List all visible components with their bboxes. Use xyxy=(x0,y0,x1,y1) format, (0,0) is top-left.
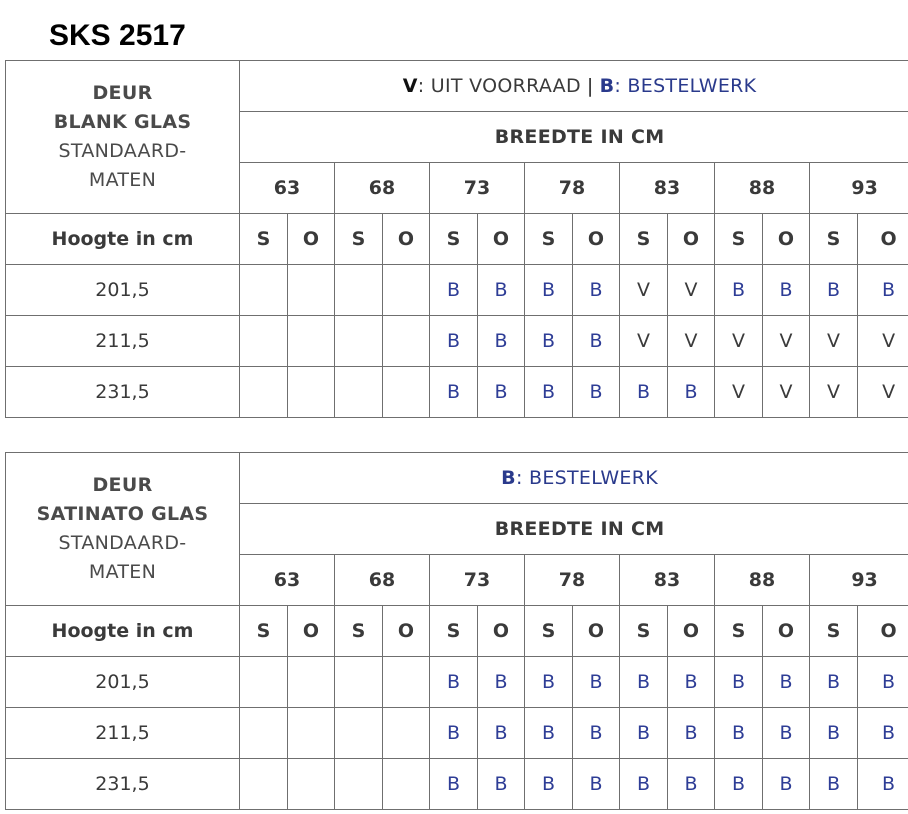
availability-cell: B xyxy=(858,759,908,810)
availability-cell xyxy=(240,657,288,708)
availability-cell xyxy=(288,657,335,708)
so-header: S xyxy=(715,606,763,657)
availability-cell: B xyxy=(763,759,810,810)
availability-cell: B xyxy=(810,265,858,316)
so-header: O xyxy=(573,214,620,265)
width-header: 68 xyxy=(335,163,430,214)
breedte-header: BREEDTE IN CM xyxy=(240,504,908,555)
so-header: O xyxy=(288,214,335,265)
availability-cell: V xyxy=(620,265,668,316)
availability-cell xyxy=(240,316,288,367)
table-row xyxy=(6,367,908,418)
so-header: S xyxy=(715,214,763,265)
availability-cell xyxy=(240,759,288,810)
availability-cell: B xyxy=(668,708,715,759)
corner-header xyxy=(6,453,240,606)
availability-cell: B xyxy=(763,708,810,759)
availability-cell: B xyxy=(525,316,573,367)
height-label: Hoogte in cm xyxy=(6,606,240,657)
availability-cell: B xyxy=(525,759,573,810)
so-header: S xyxy=(240,214,288,265)
legend-b-key: B xyxy=(599,75,615,97)
availability-cell: B xyxy=(525,367,573,418)
availability-cell: B xyxy=(573,316,620,367)
availability-cell: V xyxy=(668,265,715,316)
availability-cell: B xyxy=(478,265,525,316)
legend-row xyxy=(240,453,908,504)
width-header: 88 xyxy=(715,163,810,214)
availability-cell: B xyxy=(763,265,810,316)
availability-cell: B xyxy=(620,657,668,708)
so-header: S xyxy=(620,606,668,657)
availability-cell: B xyxy=(430,657,478,708)
width-header: 63 xyxy=(240,555,335,606)
availability-cell: V xyxy=(763,316,810,367)
availability-cell: B xyxy=(430,316,478,367)
availability-cell: B xyxy=(620,759,668,810)
legend-v-key: V xyxy=(402,75,418,97)
availability-cell xyxy=(240,367,288,418)
corner-line-2: SATINATO GLAS xyxy=(36,503,209,525)
availability-cell: B xyxy=(430,367,478,418)
width-header: 93 xyxy=(810,555,908,606)
availability-cell: V xyxy=(715,367,763,418)
availability-cell xyxy=(288,367,335,418)
availability-cell: V xyxy=(668,316,715,367)
so-header: S xyxy=(620,214,668,265)
availability-cell: B xyxy=(810,708,858,759)
availability-cell: V xyxy=(620,316,668,367)
availability-cell: B xyxy=(430,759,478,810)
availability-cell: B xyxy=(810,759,858,810)
availability-cell: B xyxy=(430,265,478,316)
legend-b-text: : BESTELWERK xyxy=(515,467,658,489)
availability-cell: B xyxy=(858,657,908,708)
so-header: S xyxy=(430,606,478,657)
corner-header xyxy=(6,61,240,214)
legend-row xyxy=(240,61,908,112)
so-header: O xyxy=(668,214,715,265)
corner-line-3: STANDAARD- xyxy=(58,140,187,162)
table-row xyxy=(6,759,908,810)
so-header: S xyxy=(810,214,858,265)
so-header: O xyxy=(858,606,908,657)
availability-cell xyxy=(335,265,383,316)
availability-cell xyxy=(288,265,335,316)
availability-cell xyxy=(240,265,288,316)
so-header: O xyxy=(763,606,810,657)
so-header: O xyxy=(383,606,430,657)
availability-cell: B xyxy=(525,265,573,316)
availability-cell xyxy=(335,367,383,418)
so-header: S xyxy=(335,606,383,657)
corner-line-2: BLANK GLAS xyxy=(53,111,192,133)
availability-cell: B xyxy=(715,265,763,316)
availability-cell: V xyxy=(858,316,908,367)
width-header: 63 xyxy=(240,163,335,214)
availability-cell: B xyxy=(668,367,715,418)
corner-line-3: STANDAARD- xyxy=(58,532,187,554)
availability-cell xyxy=(335,657,383,708)
availability-cell: B xyxy=(573,759,620,810)
availability-cell: B xyxy=(573,265,620,316)
row-height-label: 231,5 xyxy=(6,367,240,418)
width-header: 83 xyxy=(620,163,715,214)
table-row xyxy=(6,657,908,708)
row-height-label: 211,5 xyxy=(6,708,240,759)
availability-cell xyxy=(288,316,335,367)
availability-cell xyxy=(335,316,383,367)
availability-cell: V xyxy=(858,367,908,418)
availability-cell: B xyxy=(620,367,668,418)
breedte-header: BREEDTE IN CM xyxy=(240,112,908,163)
availability-cell: B xyxy=(620,708,668,759)
availability-cell: V xyxy=(715,316,763,367)
height-label: Hoogte in cm xyxy=(6,214,240,265)
legend-b-key: B xyxy=(501,467,516,489)
availability-cell: V xyxy=(810,316,858,367)
availability-cell xyxy=(383,657,430,708)
availability-cell: B xyxy=(525,708,573,759)
row-height-label: 201,5 xyxy=(6,265,240,316)
table-row xyxy=(6,265,908,316)
page-title: SKS 2517 xyxy=(49,19,186,52)
availability-cell: B xyxy=(668,759,715,810)
so-header: O xyxy=(573,606,620,657)
so-header: S xyxy=(240,606,288,657)
so-header: S xyxy=(430,214,478,265)
availability-cell: B xyxy=(478,759,525,810)
row-height-label: 211,5 xyxy=(6,316,240,367)
so-header: O xyxy=(858,214,908,265)
availability-cell: B xyxy=(573,708,620,759)
availability-cell: V xyxy=(810,367,858,418)
legend-b-text: : BESTELWERK xyxy=(614,75,757,97)
availability-cell: B xyxy=(430,708,478,759)
width-header: 78 xyxy=(525,163,620,214)
availability-cell: B xyxy=(715,708,763,759)
width-header: 68 xyxy=(335,555,430,606)
availability-cell: B xyxy=(763,657,810,708)
availability-cell: B xyxy=(478,367,525,418)
availability-cell xyxy=(335,708,383,759)
row-height-label: 231,5 xyxy=(6,759,240,810)
availability-cell: B xyxy=(715,759,763,810)
so-header: O xyxy=(478,606,525,657)
availability-cell: B xyxy=(573,367,620,418)
availability-cell xyxy=(288,759,335,810)
so-header: O xyxy=(288,606,335,657)
table-row xyxy=(6,708,908,759)
so-header: S xyxy=(810,606,858,657)
width-header: 93 xyxy=(810,163,908,214)
availability-cell: B xyxy=(715,657,763,708)
availability-cell: B xyxy=(668,657,715,708)
legend-v-text: : UIT VOORRAAD xyxy=(417,75,581,97)
availability-cell: B xyxy=(478,708,525,759)
availability-cell xyxy=(383,265,430,316)
table-blank-glas xyxy=(5,60,908,418)
row-height-label: 201,5 xyxy=(6,657,240,708)
so-header: S xyxy=(335,214,383,265)
so-header: S xyxy=(525,606,573,657)
availability-cell xyxy=(335,759,383,810)
so-header: O xyxy=(668,606,715,657)
availability-cell xyxy=(383,367,430,418)
availability-cell: V xyxy=(763,367,810,418)
availability-cell xyxy=(240,708,288,759)
corner-line-1: DEUR xyxy=(92,82,153,104)
width-header: 73 xyxy=(430,163,525,214)
width-header: 83 xyxy=(620,555,715,606)
width-header: 78 xyxy=(525,555,620,606)
so-header: S xyxy=(525,214,573,265)
availability-cell xyxy=(383,316,430,367)
availability-cell xyxy=(288,708,335,759)
so-header: O xyxy=(478,214,525,265)
availability-cell: B xyxy=(525,657,573,708)
corner-line-1: DEUR xyxy=(92,474,153,496)
availability-cell: B xyxy=(858,265,908,316)
corner-line-4: MATEN xyxy=(88,561,157,583)
width-header: 88 xyxy=(715,555,810,606)
availability-cell: B xyxy=(858,708,908,759)
legend-separator: | xyxy=(586,75,594,97)
table-satinato-glas xyxy=(5,452,908,810)
table-row xyxy=(6,316,908,367)
so-header: O xyxy=(763,214,810,265)
availability-cell: B xyxy=(478,657,525,708)
availability-cell: B xyxy=(478,316,525,367)
availability-cell xyxy=(383,759,430,810)
availability-cell: B xyxy=(573,657,620,708)
width-header: 73 xyxy=(430,555,525,606)
corner-line-4: MATEN xyxy=(88,169,157,191)
availability-cell xyxy=(383,708,430,759)
so-header: O xyxy=(383,214,430,265)
availability-cell: B xyxy=(810,657,858,708)
